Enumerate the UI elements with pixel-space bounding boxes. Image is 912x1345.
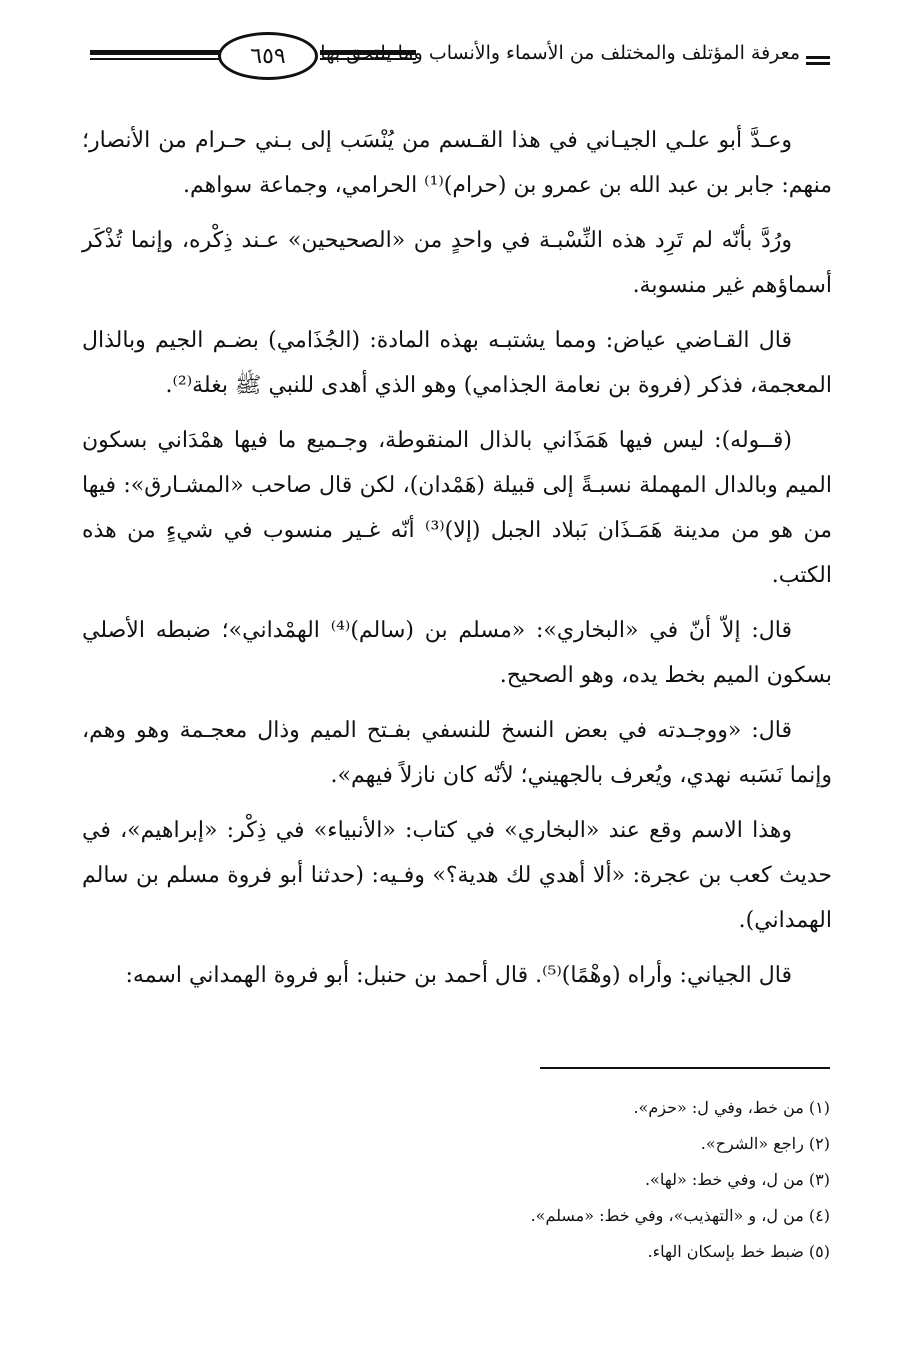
footnote-4: (٤) من ل، و «التهذيب»، وفي خط: «مسلم».: [530, 1206, 830, 1225]
paragraph-1: وعـدَّ أبو علـي الجيـاني في هذا القـسم من يُنْسَب إلى بـني حـرام من الأنصار؛ منهم: جابر بن عبد الله بن عمرو بن (حرام)⁽¹⁾ الحرامي، وجماعة سواهم.: [82, 128, 832, 198]
paragraph-2: ورُدَّ بأنّه لم تَرِد هذه النِّسْبـة في واحدٍ من «الصحيحين» عـند ذِكْره، وإنما تُذْكَر أسماؤهم غير منسوبة.: [82, 228, 832, 298]
main-text: [82, 118, 832, 1008]
paragraph-6: قال: «ووجـدته في بعض النسخ للنسفي بفـتح الميم وذال معجـمة وهو وهم، وإنما نَسَبه نهدي، ويُعرف بالجهيني؛ لأنّه كان نازلاً فيهم».: [82, 718, 832, 788]
footnote-2: (٢) راجع «الشرح».: [700, 1134, 830, 1153]
paragraph-3: قال القـاضي عياض: ومما يشتبـه بهذه المادة: (الجُذَامي) بضـم الجيم وبالذال المعجمة، فذكر (فروة بن نعامة الجذامي) وهو الذي أهدى للنبي ﷺ بغلة⁽²⁾.: [82, 328, 832, 398]
footnote-5: (٥) ضبط خط بإسكان الهاء.: [647, 1242, 830, 1261]
footnotes: [130, 1090, 830, 1270]
header-rule-left: [90, 50, 220, 60]
paragraph-4: (قــوله): ليس فيها هَمَذَاني بالذال المنقوطة، وجـميع ما فيها همْدَاني بسكون الميم وبالدال المهملة نسبـةً إلى قبيلة (هَمْدان)، لكن قال صاحب «المشـارق»: فيها من هو من مدينة هَمَـذَان بَبلاد الجبل (إلا)⁽³⁾ أنّه غـير منسوب في شيءٍ من هذه الكتب.: [82, 428, 832, 588]
page-number: ٦٥٩: [218, 32, 318, 80]
paragraph-5: قال: إلاّ أنّ في «البخاري»: «مسلم بن (سالم)⁽⁴⁾ الهمْداني»؛ ضبطه الأصلي بسكون الميم بخط يده، وهو الصحيح.: [82, 618, 832, 688]
paragraph-8: قال الجياني: وأراه (وهْمًا)⁽⁵⁾. قال أحمد بن حنبل: أبو فروة الهمداني اسمه:: [125, 963, 792, 988]
page-header: [80, 30, 830, 86]
footnote-separator: [540, 1067, 830, 1069]
footnote-1: (١) من خط، وفي ل: «حزم».: [633, 1098, 830, 1117]
paragraph-7: وهذا الاسم وقع عند «البخاري» في كتاب: «الأنبياء» في ذِكْر: «إبراهيم»، في حديث كعب بن عجرة: «ألا أهدي لك هدية؟» وفـيه: (حدثنا أبو فروة مسلم بن سالم الهمداني).: [82, 818, 832, 933]
running-title: معرفة المؤتلف والمختلف من الأسماء والأنساب وما يلتحق بها: [320, 42, 800, 64]
footnote-3: (٣) من ل، وفي خط: «لها».: [644, 1170, 830, 1189]
header-marker: [806, 56, 830, 68]
